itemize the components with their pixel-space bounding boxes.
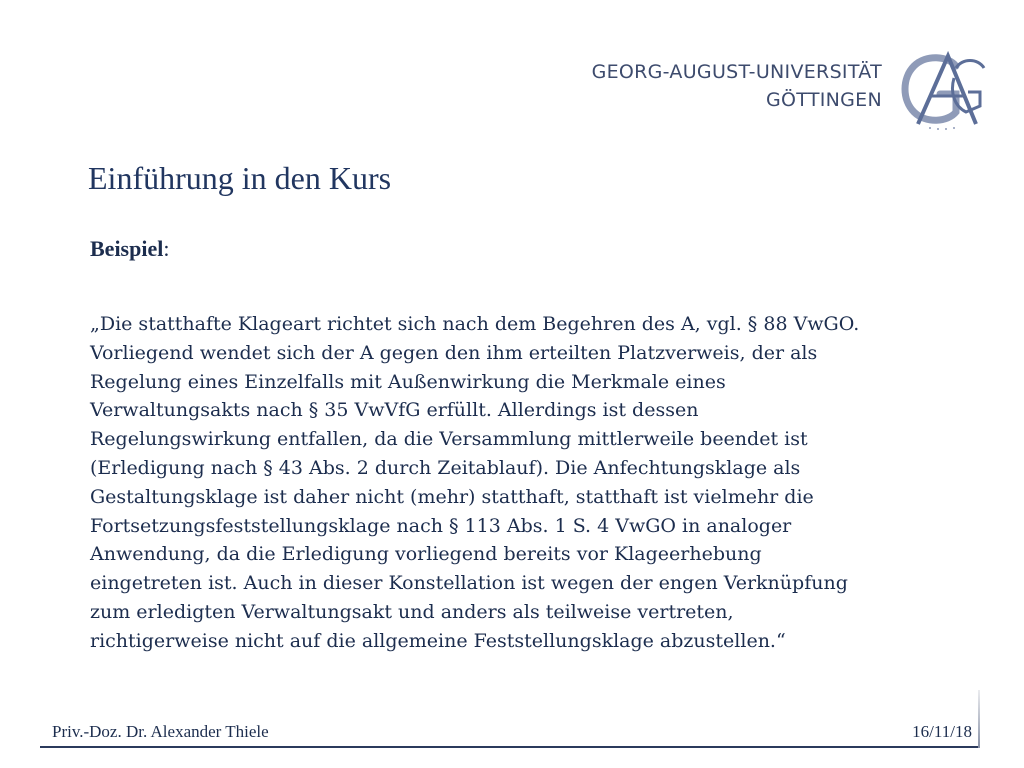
quote-line: richtigerweise nicht auf die allgemeine Feststellungsklage abzustellen.“ [90, 629, 786, 652]
quote-line: Fortsetzungsfeststellungsklage nach § 113 Abs. 1 S. 4 VwGO in analoger [90, 514, 792, 537]
quote-line: „Die statthafte Klageart richtet sich nach dem Begehren des A, vgl. § 88 VwGO. [90, 313, 860, 335]
quote-line: Regelung eines Einzelfalls mit Außenwirkung die Merkmale eines [90, 370, 726, 393]
example-quote [90, 310, 960, 656]
footer-author: Priv.-Doz. Dr. Alexander Thiele [52, 722, 269, 741]
quote-line: zum erledigten Verwaltungsakt und anders als teilweise vertreten, [90, 600, 734, 623]
example-label-text: Beispiel [90, 236, 164, 261]
example-label [90, 236, 169, 262]
university-name [592, 58, 882, 114]
slide-title: Einführung in den Kurs [88, 160, 392, 196]
quote-line: (Erledigung nach § 43 Abs. 2 durch Zeitablauf). Die Anfechtungsklage als [90, 456, 801, 479]
quote-line: eingetreten ist. Auch in dieser Konstellation ist wegen der engen Verknüpfung [90, 572, 848, 595]
footer-date: 16/11/18 [912, 722, 972, 741]
quote-line: Anwendung, da die Erledigung vorliegend bereits vor Klageerhebung [90, 543, 762, 566]
quote-line: Vorliegend wendet sich der A gegen den ihm erteilten Platzverweis, der als [90, 341, 818, 364]
georgia-augusta-logo-icon [896, 50, 988, 132]
footer-vertical-divider [978, 690, 980, 748]
footer-divider [40, 746, 980, 748]
example-label-suffix: : [163, 236, 170, 261]
quote-line: Gestaltungsklage ist daher nicht (mehr) statthaft, statthaft ist vielmehr die [90, 485, 814, 508]
quote-line: Regelungswirkung entfallen, da die Versammlung mittlerweile beendet ist [90, 428, 808, 451]
university-name-line1: GEORG-AUGUST-UNIVERSITÄT [591, 61, 882, 83]
university-name-line2: GÖTTINGEN [765, 89, 882, 111]
quote-line: Verwaltungsakts nach § 35 VwVfG erfüllt. Allerdings ist dessen [90, 399, 699, 422]
